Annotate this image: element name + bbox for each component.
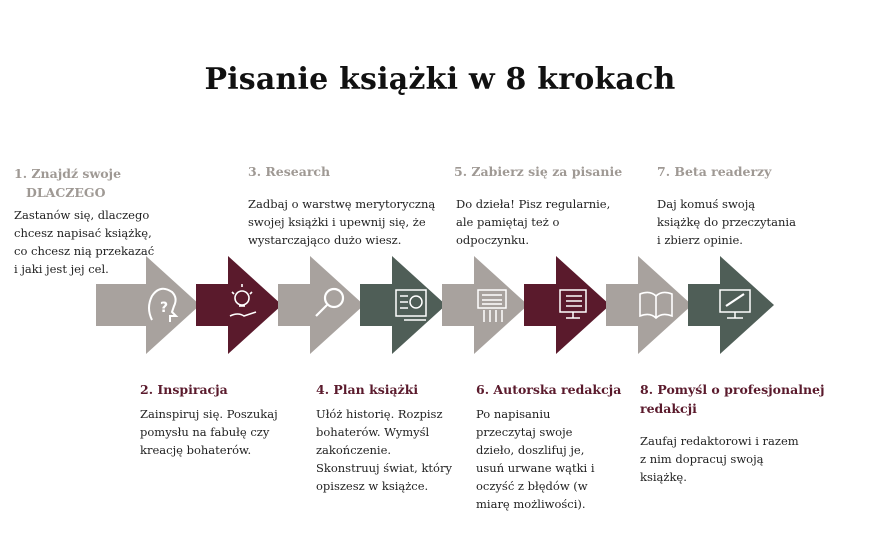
chevron-step-5 <box>474 256 528 354</box>
chevron-step-3 <box>310 256 364 354</box>
step-7-description: Daj komuś swoją książkę do przeczytania i zbierz opinie. <box>657 197 796 247</box>
step-8-heading: 8. Pomyśl o profesjonalnej redakcji <box>640 382 825 416</box>
step-6-heading: 6. Autorska redakcja <box>476 382 622 397</box>
chevron-step-1 <box>146 256 200 354</box>
step-6-description: Po napisaniu przeczytaj swoje dzieło, doszlifuj je, usuń urwane wątki i oczyść z błędów (w miarę możliwości). <box>476 407 595 511</box>
step-1-description: Zastanów się, dlaczego chcesz napisać książkę, co chcesz nią przekazać i jaki jest jej cel. <box>14 208 155 276</box>
step-8-description: Zaufaj redaktorowi i razem z nim dopracuj swoją książkę. <box>640 434 799 484</box>
chevron-step-6 <box>556 256 610 354</box>
step-3-description: Zadbaj o warstwę merytoryczną swojej książki i upewnij się, że wystarczająco dużo wiesz. <box>248 197 436 247</box>
step-2-heading: 2. Inspiracja <box>140 382 228 397</box>
chevron-step-2 <box>228 256 282 354</box>
chevron-step-4 <box>392 256 446 354</box>
page-title: Pisanie książki w 8 krokach <box>204 62 676 97</box>
step-3-heading: 3. Research <box>248 164 331 179</box>
svg-text:?: ? <box>160 300 169 316</box>
step-7-heading: 7. Beta readerzy <box>657 164 772 179</box>
arrow-chain <box>0 250 880 360</box>
step-4-description: Ułóż historię. Rozpisz bohaterów. Wymyśl zakończenie. Skonstruuj świat, który opiszesz w książce. <box>316 407 452 493</box>
step-5-description: Do dzieła! Pisz regularnie, ale pamiętaj też o odpoczynku. <box>456 197 611 247</box>
step-5-heading: 5. Zabierz się za pisanie <box>454 164 623 179</box>
step-4-heading: 4. Plan książki <box>316 382 419 397</box>
step-1-heading: 1. Znajdź swoje DLACZEGO <box>14 166 122 200</box>
step-2-description: Zainspiruj się. Poszukaj pomysłu na fabułę czy kreację bohaterów. <box>140 407 278 457</box>
chevron-step-7 <box>638 256 692 354</box>
